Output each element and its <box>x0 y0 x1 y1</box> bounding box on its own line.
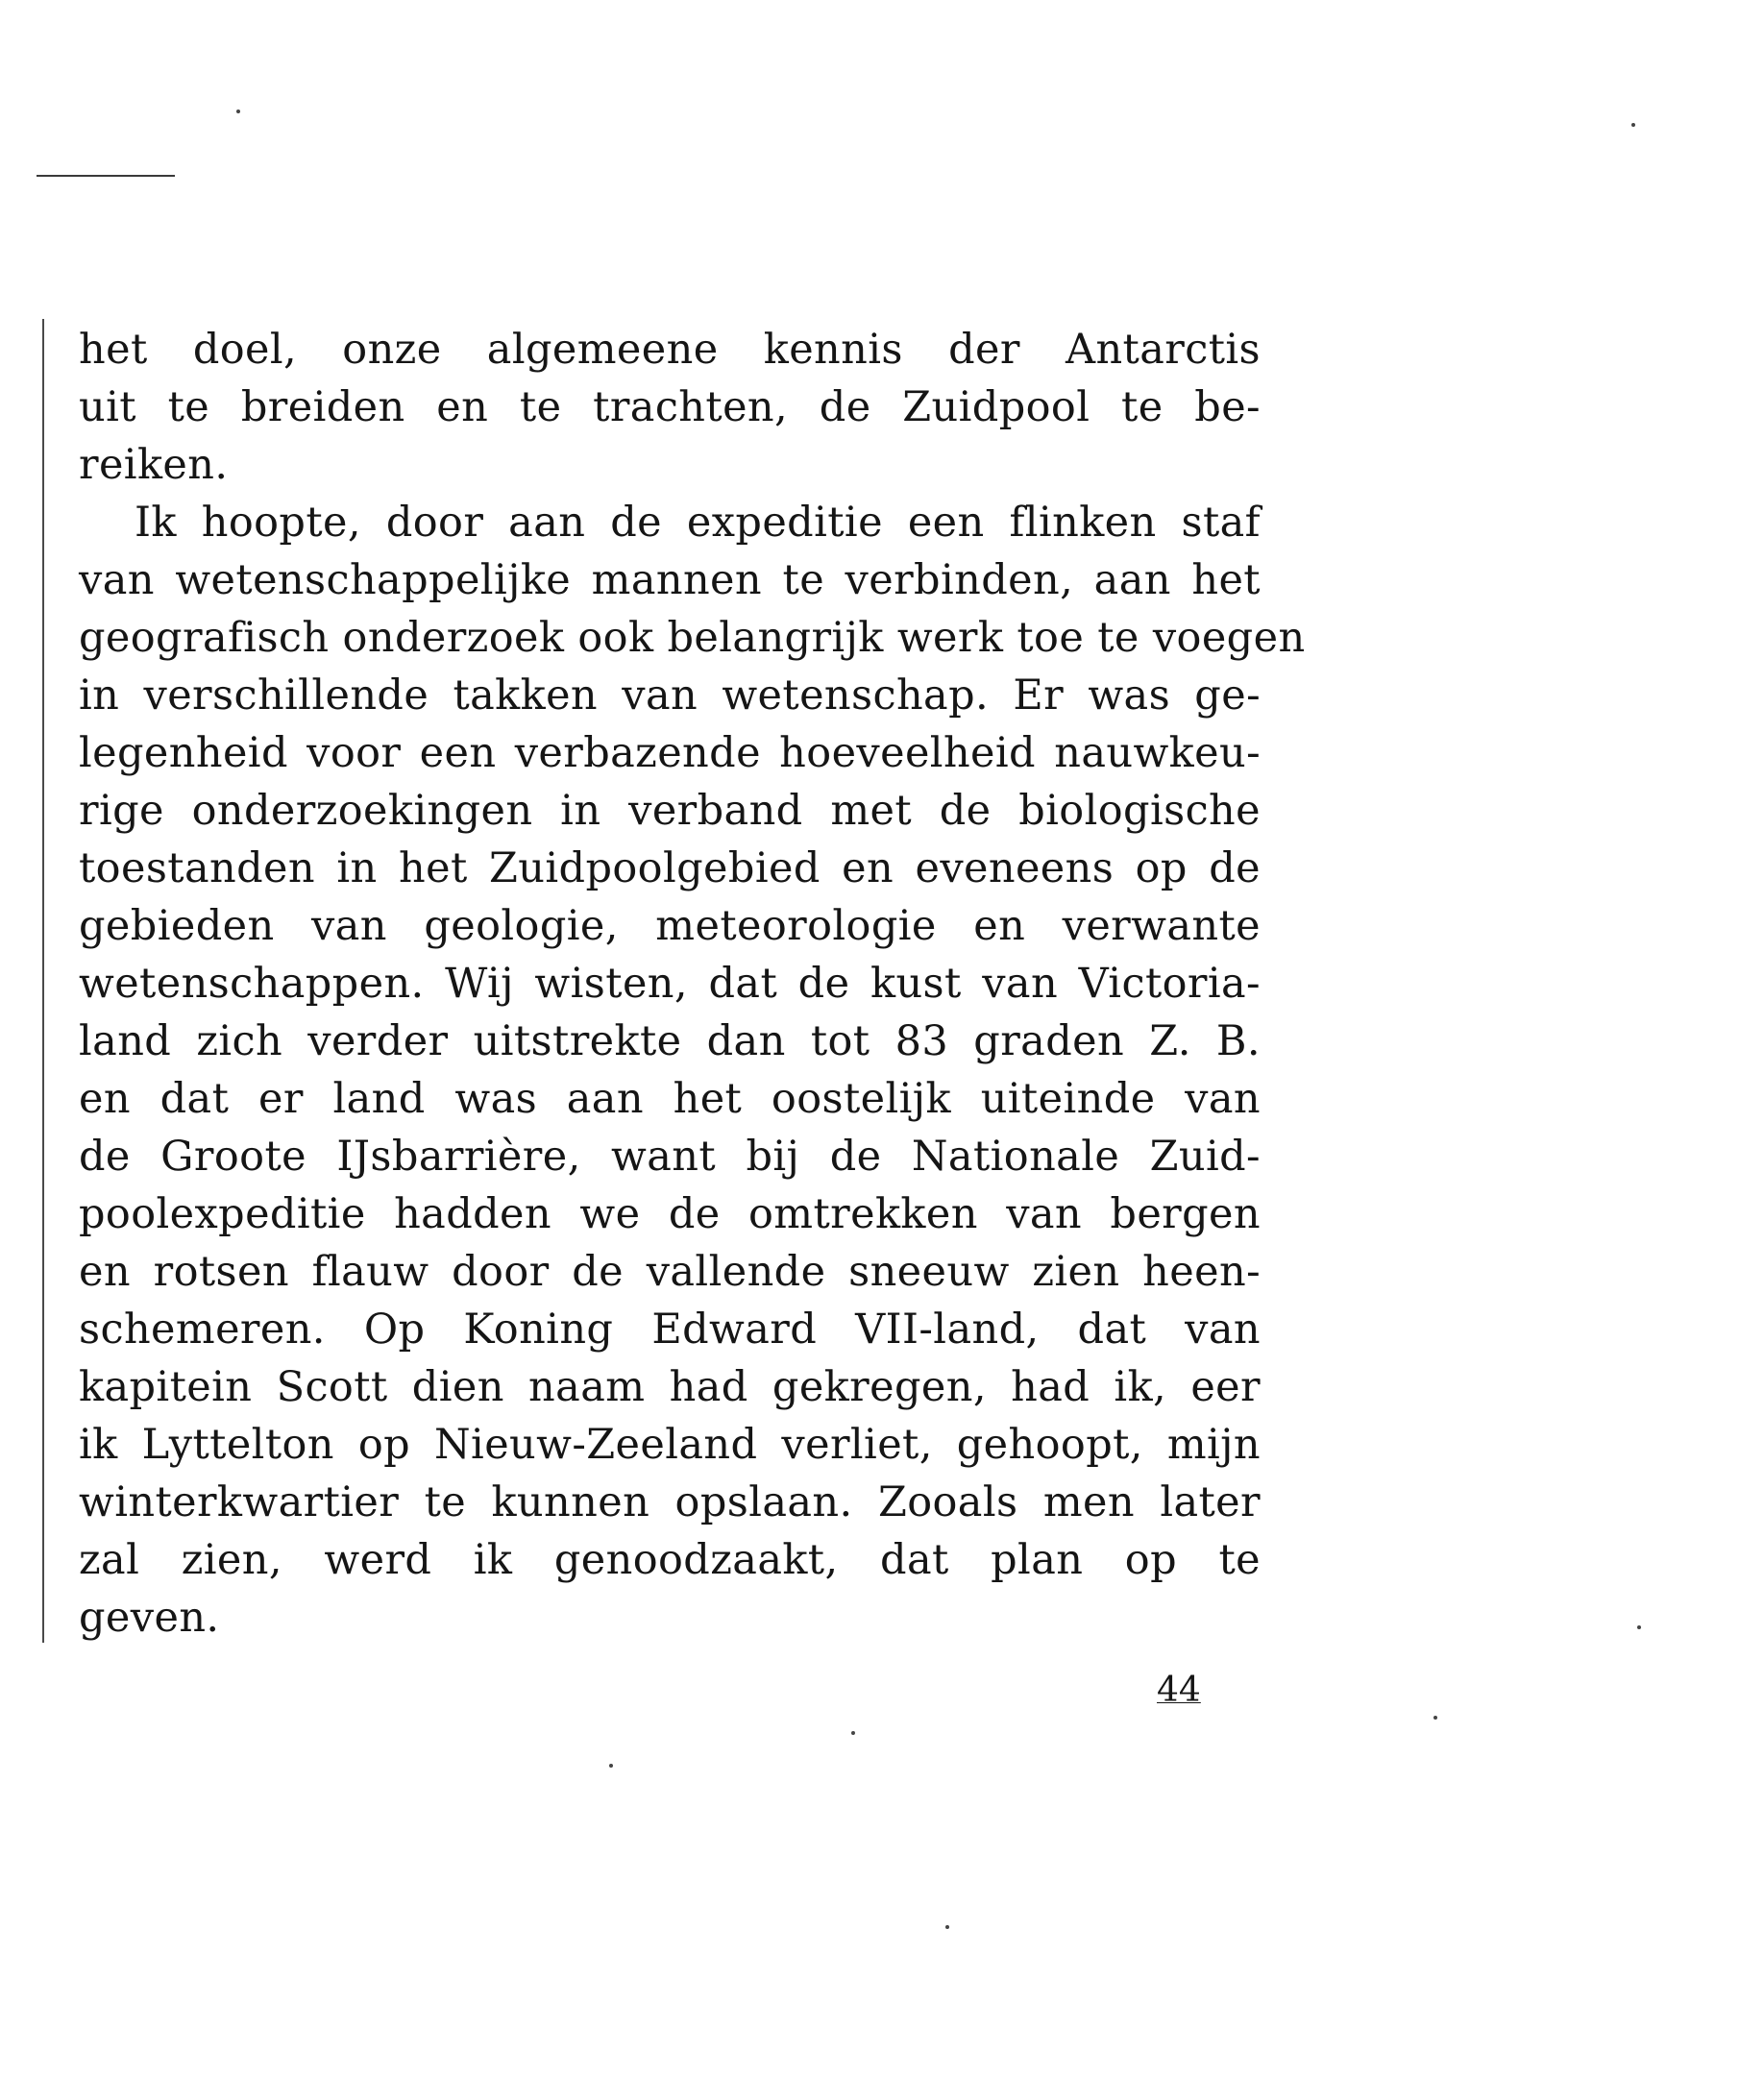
speck <box>1433 1716 1437 1720</box>
speck <box>851 1731 855 1735</box>
header-rule <box>37 175 175 177</box>
margin-line <box>42 319 44 1643</box>
speck <box>945 1925 949 1929</box>
page-number: 44 <box>1157 1671 1201 1710</box>
speck <box>236 110 240 113</box>
text-line: van wetenschappelijke mannen te verbinden, aan het <box>79 556 1261 604</box>
text-line: rige onderzoekingen in verband met de biologische <box>79 787 1261 835</box>
text-line: gebieden van geologie, meteorologie en verwante <box>79 902 1261 950</box>
text-line: geven. <box>79 1594 220 1642</box>
text-line: Ik hoopte, door aan de expeditie een flinken staf <box>135 499 1261 547</box>
text-line: schemeren. Op Koning Edward VII-land, dat van <box>79 1306 1261 1354</box>
text-line: het doel, onze algemeene kennis der Antarctis <box>79 326 1261 374</box>
text-line: geografisch onderzoek ook belangrijk werk toe te voegen <box>79 614 1306 662</box>
text-line: en rotsen flauw door de vallende sneeuw zien heen- <box>79 1248 1261 1296</box>
text-line: de Groote IJsbarrière, want bij de Nationale Zuid- <box>79 1133 1261 1181</box>
text-line: toestanden in het Zuidpoolgebied en eveneens op de <box>79 844 1261 892</box>
text-line: land zich verder uitstrekte dan tot 83 graden Z. B. <box>79 1017 1261 1065</box>
text-line: ik Lyttelton op Nieuw-Zeeland verliet, gehoopt, mijn <box>79 1421 1261 1469</box>
text-line: poolexpeditie hadden we de omtrekken van bergen <box>79 1190 1261 1238</box>
text-line: uit te breiden en te trachten, de Zuidpool te be- <box>79 383 1261 431</box>
text-line: winterkwartier te kunnen opslaan. Zooals men later <box>79 1478 1261 1526</box>
text-line: in verschillende takken van wetenschap. Er was ge- <box>79 671 1261 720</box>
text-line: zal zien, werd ik genoodzaakt, dat plan op te <box>79 1536 1261 1584</box>
text-line: legenheid voor een verbazende hoeveelheid nauwkeu- <box>79 729 1261 777</box>
text-line: kapitein Scott dien naam had gekregen, had ik, eer <box>79 1363 1261 1411</box>
text-line: reiken. <box>79 441 229 489</box>
body-text <box>79 321 1306 1647</box>
speck <box>609 1764 613 1768</box>
speck <box>1631 123 1635 127</box>
speck <box>1637 1625 1641 1629</box>
text-line: wetenschappen. Wij wisten, dat de kust van Victoria- <box>79 960 1261 1008</box>
text-line: en dat er land was aan het oostelijk uiteinde van <box>79 1075 1261 1123</box>
